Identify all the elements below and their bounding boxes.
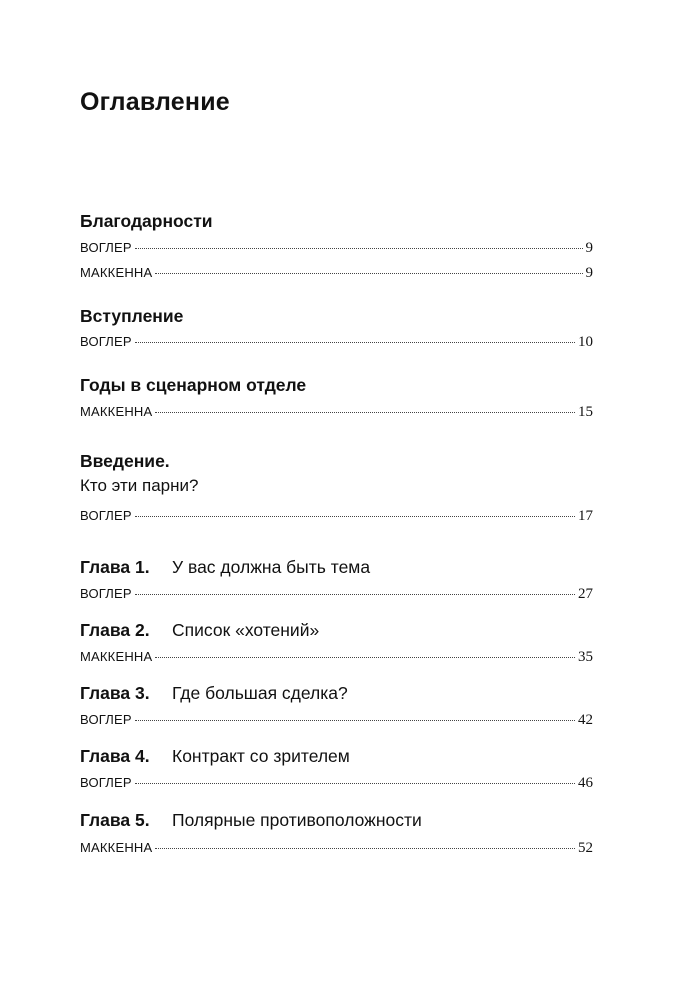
entry-page-number: 27 xyxy=(578,586,593,602)
section-heading-foreword: Вступление xyxy=(80,306,184,326)
entry-author: МАККЕННА xyxy=(80,649,153,664)
toc-entry[interactable] xyxy=(80,404,593,421)
dot-leader xyxy=(155,847,575,849)
section-heading-acknowledgments: Благодарности xyxy=(80,211,213,231)
dot-leader xyxy=(155,411,575,413)
section-subheading-introduction: Кто эти парни? xyxy=(80,476,199,495)
toc-entry[interactable] xyxy=(80,508,593,525)
chapter-title: Список «хотений» xyxy=(172,620,320,640)
chapter-title: Где большая сделка? xyxy=(172,683,348,703)
toc-entry[interactable] xyxy=(80,240,593,257)
entry-author: МАККЕННА xyxy=(80,265,153,280)
dot-leader xyxy=(155,272,582,274)
entry-author: МАККЕННА xyxy=(80,840,153,855)
entry-page-number: 10 xyxy=(578,334,593,350)
chapter-title: Полярные противоположности xyxy=(172,810,422,830)
entry-author: ВОГЛЕР xyxy=(80,508,132,523)
chapter-label: Глава 5. xyxy=(80,810,150,830)
entry-page-number: 9 xyxy=(585,240,593,256)
entry-page-number: 9 xyxy=(585,265,593,281)
section-heading-introduction: Введение. xyxy=(80,451,170,471)
entry-page-number: 42 xyxy=(578,712,593,728)
chapter-title: У вас должна быть тема xyxy=(172,557,371,577)
entry-page-number: 17 xyxy=(578,508,593,524)
toc-entry[interactable] xyxy=(80,334,593,351)
toc-entry[interactable] xyxy=(80,586,593,603)
entry-page-number: 52 xyxy=(578,840,593,856)
entry-author: ВОГЛЕР xyxy=(80,334,132,349)
chapter-heading xyxy=(80,557,370,578)
toc-entry[interactable] xyxy=(80,840,593,857)
entry-author: МАККЕННА xyxy=(80,404,153,419)
chapter-label: Глава 2. xyxy=(80,620,150,640)
chapter-heading xyxy=(80,746,350,767)
toc-entry[interactable] xyxy=(80,775,593,792)
chapter-label: Глава 1. xyxy=(80,557,150,577)
dot-leader xyxy=(135,719,575,721)
entry-page-number: 15 xyxy=(578,404,593,420)
dot-leader xyxy=(135,593,575,595)
dot-leader xyxy=(135,515,575,517)
chapter-title: Контракт со зрителем xyxy=(172,746,350,766)
dot-leader xyxy=(135,341,575,343)
entry-author: ВОГЛЕР xyxy=(80,712,132,727)
entry-author: ВОГЛЕР xyxy=(80,586,132,601)
entry-author: ВОГЛЕР xyxy=(80,240,132,255)
dot-leader xyxy=(155,656,575,658)
chapter-label: Глава 4. xyxy=(80,746,150,766)
toc-entry[interactable] xyxy=(80,265,593,282)
toc-entry[interactable] xyxy=(80,649,593,666)
dot-leader xyxy=(135,247,583,249)
chapter-heading xyxy=(80,810,422,831)
entry-page-number: 35 xyxy=(578,649,593,665)
entry-page-number: 46 xyxy=(578,775,593,791)
dot-leader xyxy=(135,782,575,784)
chapter-heading xyxy=(80,620,319,641)
entry-author: ВОГЛЕР xyxy=(80,775,132,790)
chapter-label: Глава 3. xyxy=(80,683,150,703)
chapter-heading xyxy=(80,683,348,704)
page-title: Оглавление xyxy=(80,88,230,116)
section-heading-story-dept: Годы в сценарном отделе xyxy=(80,375,307,395)
toc-entry[interactable] xyxy=(80,712,593,729)
